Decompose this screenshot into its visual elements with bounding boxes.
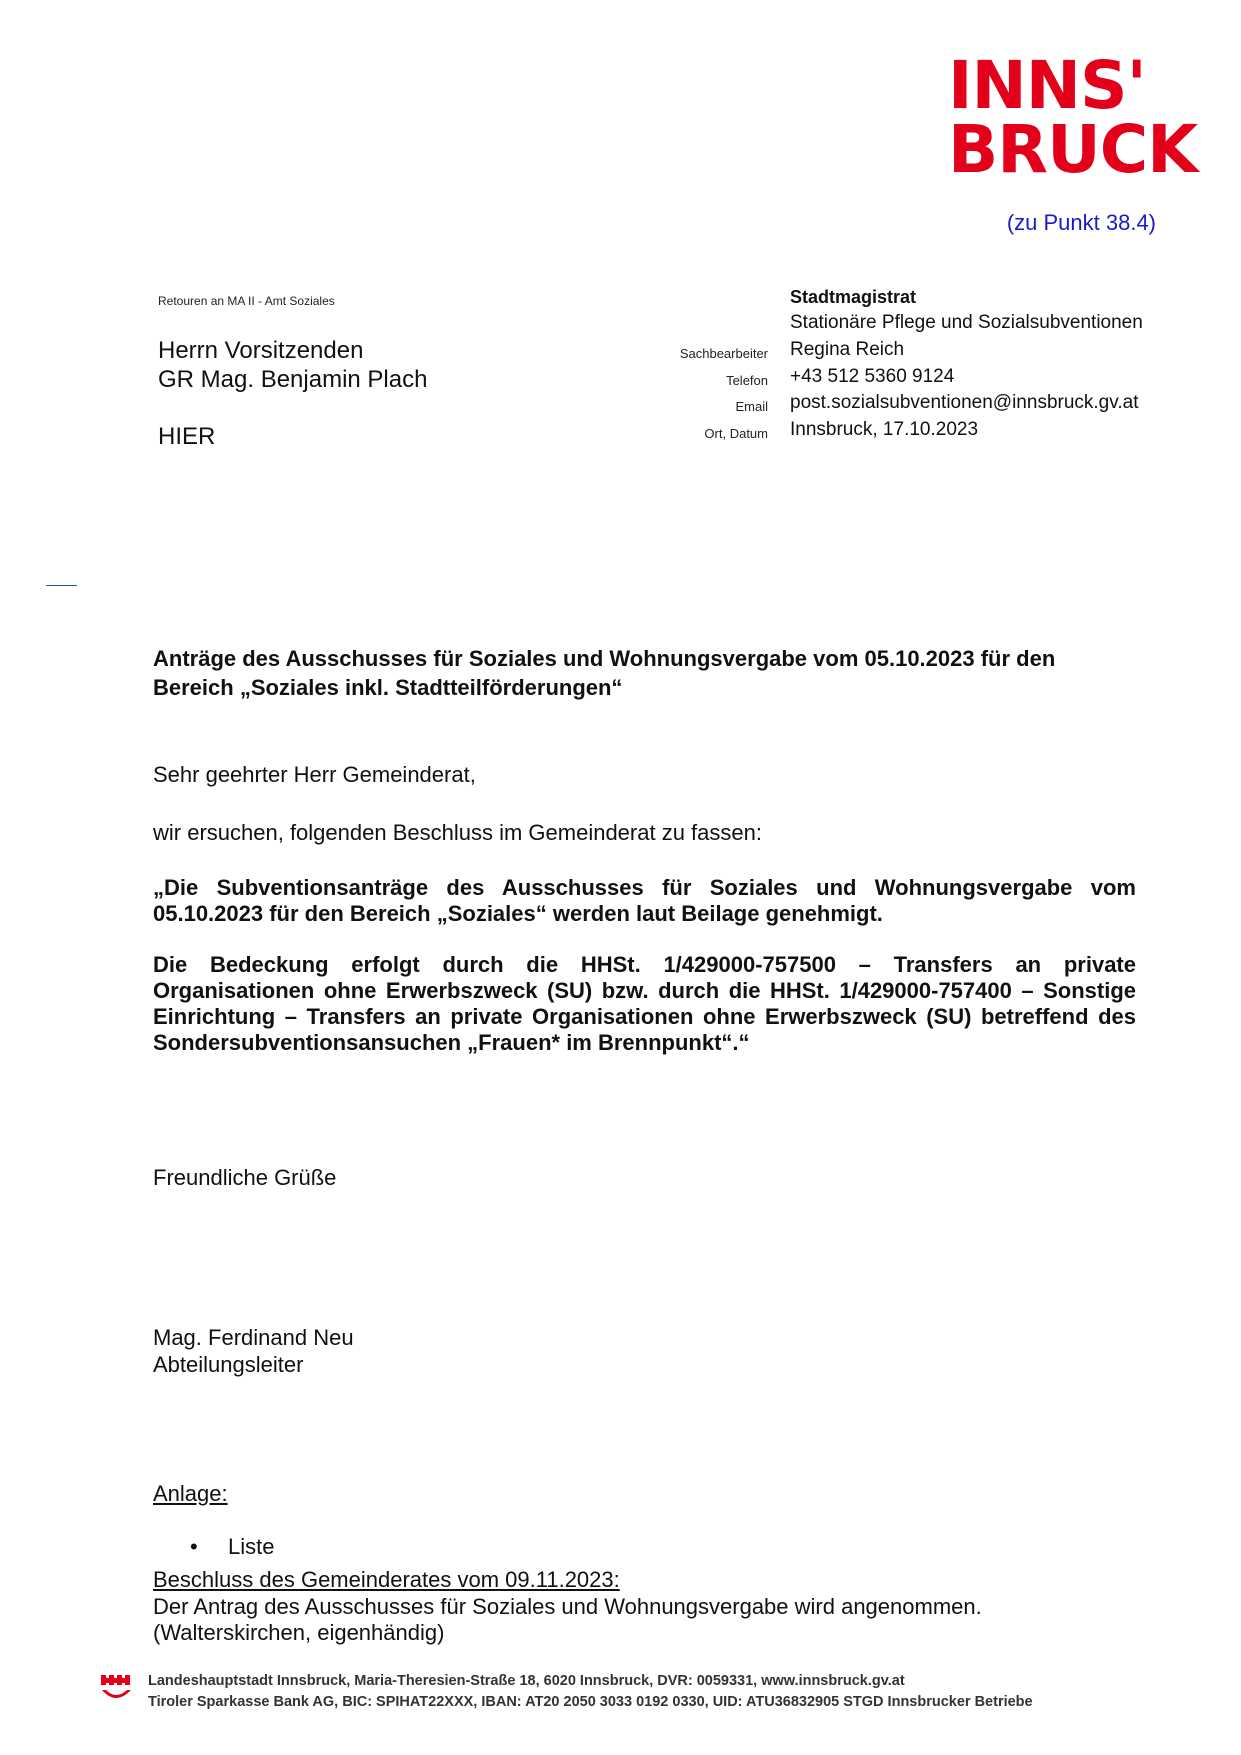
footer-line-2: Tiroler Sparkasse Bank AG, BIC: SPIHAT22XXX, IBAN: AT20 2050 3033 0192 0330, UID: ATU36832905 STGD Innsbrucker Betriebe [148, 1694, 1033, 1710]
attachment-heading: Anlage: [153, 1481, 228, 1506]
sender-value-place-date: Innsbruck, 17.10.2023 [790, 419, 979, 440]
city-logo [948, 47, 1198, 188]
sender-label-email: Email [735, 399, 768, 414]
resolution-text: „Die Subventionsanträge des Ausschusses für Soziales und Wohnungsvergabe vom 05.10.2023 für den Bereich „Soziales“ werden laut Beilage genehmigt. [153, 875, 1136, 926]
sender-label-place-date: Ort, Datum [704, 426, 768, 441]
coverage-text: Die Bedeckung erfolgt durch die HHSt. 1/429000-757500 – Transfers an private Organisationen ohne Erwerbszweck (SU) bzw. durch die HHSt. 1/429000-757400 – Sonstige Einrichtung – Transfers an private Organisationen ohne Erwerbszweck (SU) betreffend des Sondersubventionsansuchen „Frauen* im Brennpunkt“.“ [153, 952, 1136, 1055]
request-text: wir ersuchen, folgenden Beschluss im Gemeinderat zu fassen: [153, 820, 762, 845]
sender-value-phone: +43 512 5360 9124 [790, 366, 955, 387]
agenda-reference: (zu Punkt 38.4) [1006, 210, 1156, 235]
signature-name: Mag. Ferdinand Neu [153, 1325, 354, 1350]
subject-line-2: Bereich „Soziales inkl. Stadtteilförderungen“ [153, 675, 623, 700]
subject-line-1: Anträge des Ausschusses für Soziales und Wohnungsvergabe vom 05.10.2023 für den [153, 646, 1056, 671]
logo-line-2: BRUCK [948, 111, 1198, 188]
recipient-address [158, 336, 427, 451]
fold-mark [46, 585, 77, 586]
bullet-icon: • [190, 1534, 198, 1559]
letter-subject [153, 644, 1143, 702]
recipient-line-3: HIER [158, 423, 216, 450]
footer-line-1: Landeshauptstadt Innsbruck, Maria-Theresien-Straße 18, 6020 Innsbruck, DVR: 0059331, www.innsbruck.gv.at [148, 1673, 905, 1689]
sender-department: Stationäre Pflege und Sozialsubventionen [790, 312, 1143, 333]
closing: Freundliche Grüße [153, 1165, 337, 1190]
sender-label-clerk: Sachbearbeiter [679, 346, 768, 361]
sender-value-email: post.sozialsubventionen@innsbruck.gv.at [790, 392, 1139, 413]
city-coat-of-arms-icon [100, 1672, 134, 1706]
sender-title: Stadtmagistrat [790, 287, 917, 307]
recipient-line-1: Herrn Vorsitzenden [158, 337, 364, 364]
attachment-item-label: Liste [228, 1534, 275, 1559]
sender-label-phone: Telefon [726, 373, 768, 388]
return-note: Retouren an MA II - Amt Soziales [158, 294, 335, 308]
decision-text: Der Antrag des Ausschusses für Soziales und Wohnungsvergabe wird angenommen. [153, 1594, 982, 1619]
salutation: Sehr geehrter Herr Gemeinderat, [153, 762, 476, 787]
attachment-item [190, 1534, 274, 1560]
recipient-line-2: GR Mag. Benjamin Plach [158, 366, 428, 393]
signature-role: Abteilungsleiter [153, 1352, 304, 1377]
sender-value-clerk: Regina Reich [790, 339, 905, 360]
logo-line-1: INNS' [948, 47, 1146, 124]
decision-note: (Walterskirchen, eigenhändig) [153, 1620, 445, 1645]
decision-heading: Beschluss des Gemeinderates vom 09.11.2023: [153, 1567, 620, 1592]
